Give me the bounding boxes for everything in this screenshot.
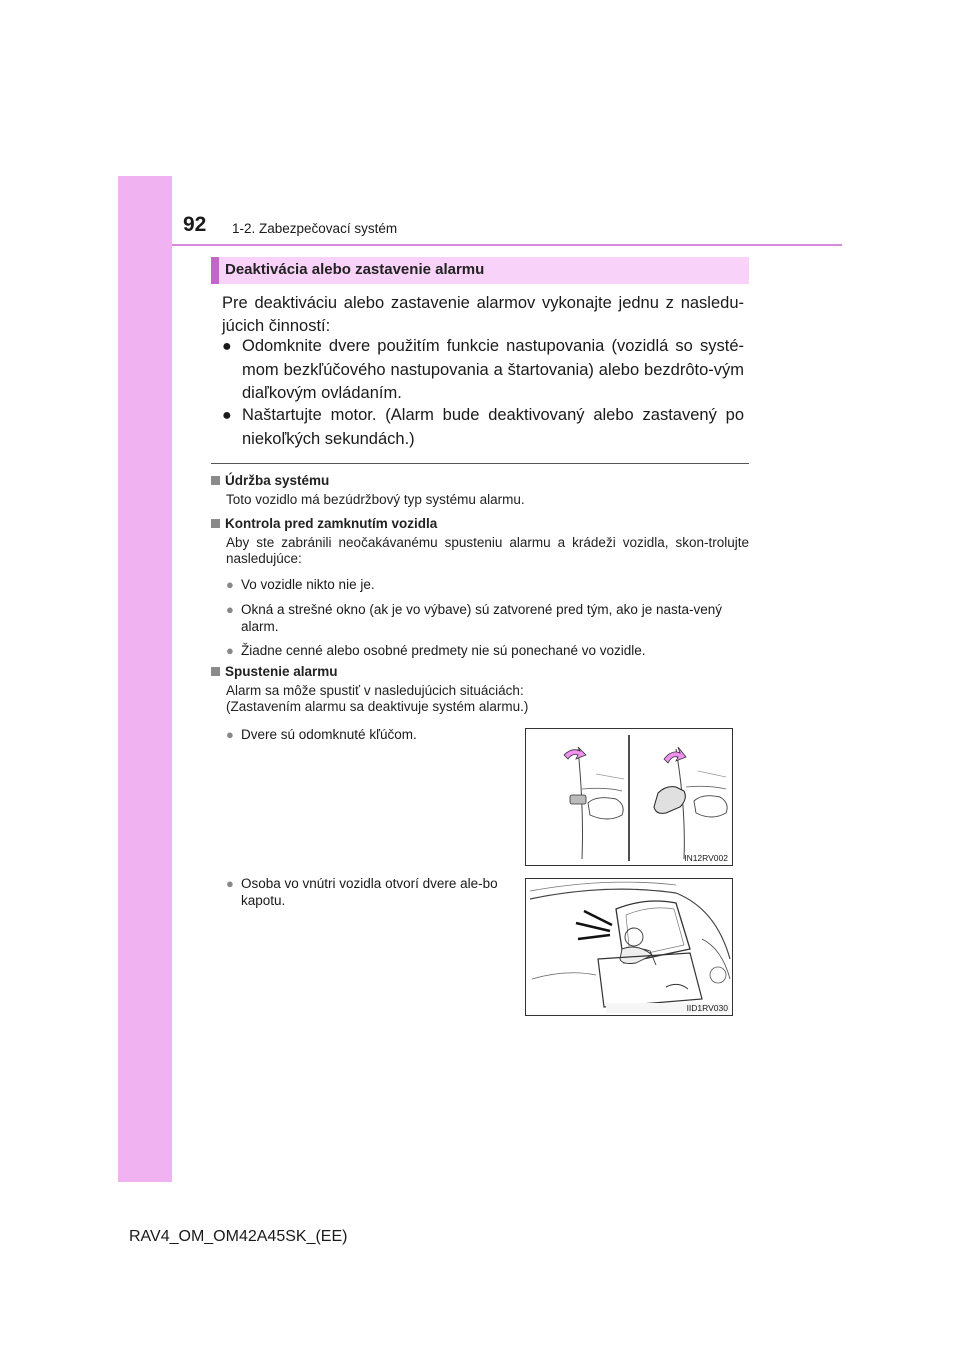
note-trigger (211, 664, 749, 716)
main-bullet-2 (222, 404, 744, 451)
footer-code: RAV4_OM_OM42A45SK_(EE) (129, 1228, 348, 1245)
title-accent (211, 257, 219, 284)
figure-door-open (525, 878, 733, 1016)
bullet-dot-icon: ● (226, 577, 234, 592)
note-heading: Údržba systému (225, 473, 330, 488)
sidebar-tab (118, 176, 172, 1182)
figure-code: IN12RV002 (684, 853, 728, 863)
bullet-dot-icon: ● (226, 876, 234, 891)
trigger-bullet-1 (226, 727, 506, 744)
square-bullet-icon (211, 667, 220, 676)
bullet-dot-icon: ● (226, 643, 234, 658)
bullet-text: Okná a strešné okno (ak je vo výbave) sú zatvorené pred tým, ako je nasta-vený alarm. (241, 602, 722, 634)
section-title: Deaktivácia alebo zastavenie alarmu (225, 261, 485, 278)
header-divider (172, 244, 842, 246)
note-text: Aby ste zabránili neočakávanému spusteniu alarmu a krádeži vozidla, skon-trolujte nasledujúce: (226, 534, 749, 566)
note-text: Toto vozidlo má bezúdržbový typ systému alarmu. (226, 491, 525, 507)
door-open-illustration (526, 879, 732, 1015)
bullet-text: Vo vozidle nikto nie je. (241, 577, 375, 592)
page-number: 92 (183, 213, 207, 236)
note-text: Alarm sa môže spustiť v nasledujúcich situáciách: (226, 682, 524, 698)
notes-divider (211, 463, 749, 464)
bullet-text: Dvere sú odomknuté kľúčom. (241, 727, 417, 742)
figure-code: IID1RV030 (686, 1003, 728, 1013)
section-title-bar (211, 257, 749, 284)
square-bullet-icon (211, 476, 220, 485)
note-maintenance (211, 473, 749, 508)
bullet-dot-icon: ● (226, 602, 234, 617)
bullet-dot-icon: ● (226, 727, 234, 742)
bullet-text: Osoba vo vnútri vozidla otvorí dvere ale-bo kapotu. (241, 876, 498, 908)
main-bullet-text: Naštartujte motor. (Alarm bude deaktivovaný alebo zastavený po niekoľkých sekundách.) (242, 406, 744, 448)
trigger-bullet-2 (226, 876, 518, 909)
intro-paragraph: Pre deaktiváciu alebo zastavenie alarmov vykonajte jednu z nasledu-júcich činností: (222, 294, 744, 335)
note-heading: Spustenie alarmu (225, 664, 338, 679)
note-text: (Zastavením alarmu sa deaktivuje systém alarmu.) (226, 699, 529, 714)
bullet-dot-icon: ● (222, 407, 232, 424)
section-heading: 1-2. Zabezpečovací systém (232, 221, 398, 236)
check-bullet-2 (226, 602, 749, 635)
check-bullet-1 (226, 577, 749, 594)
note-check (211, 516, 749, 568)
note-heading: Kontrola pred zamknutím vozidla (225, 516, 438, 531)
square-bullet-icon (211, 519, 220, 528)
bullet-text: Žiadne cenné alebo osobné predmety nie sú ponechané vo vozidle. (241, 643, 646, 658)
key-unlock-illustration (526, 729, 732, 865)
main-bullet-text: Odomknite dvere použitím funkcie nastupovania (vozidlá so systé-mom bezkľúčového nastupovania a štartovania) alebo bezdrôto-vým diaľkovým ovládaním. (242, 337, 744, 402)
figure-key-unlock (525, 728, 733, 866)
main-bullet-1 (222, 335, 744, 406)
bullet-dot-icon: ● (222, 338, 232, 355)
check-bullet-3 (226, 643, 749, 660)
